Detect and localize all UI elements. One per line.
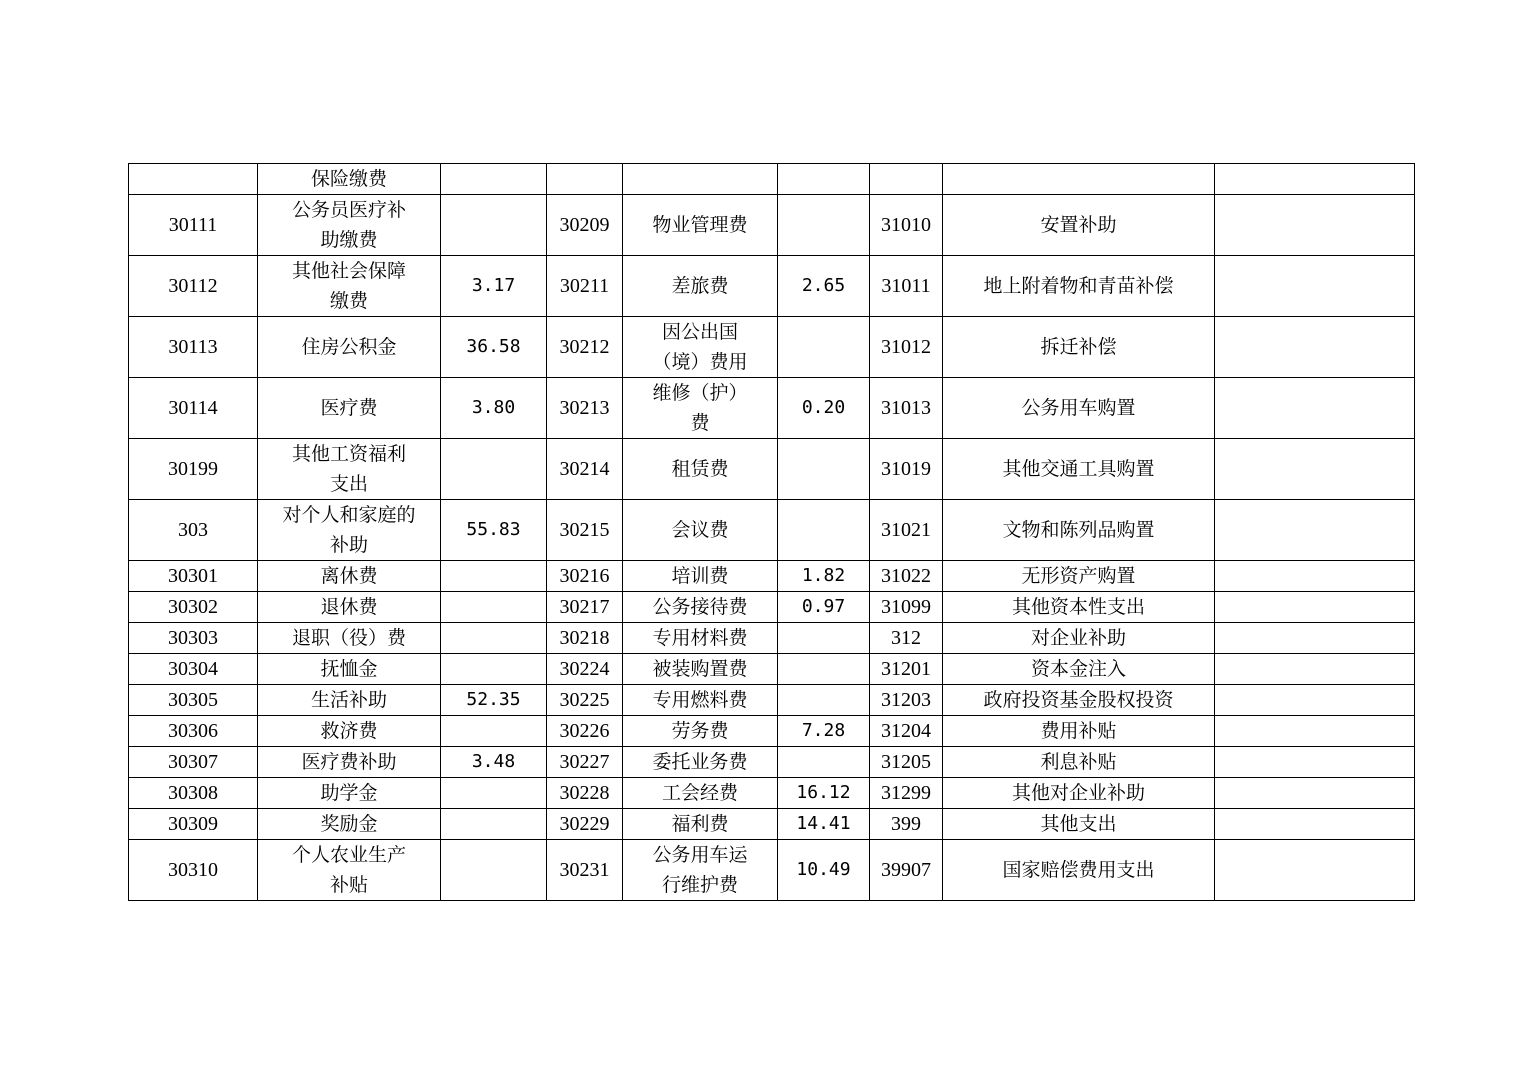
cell-amount-1 (441, 195, 547, 256)
cell-name-1: 保险缴费 (258, 164, 441, 195)
cell-amount-1: 36.58 (441, 317, 547, 378)
cell-amount-3 (1215, 256, 1415, 317)
cell-code-2: 30218 (547, 623, 623, 654)
cell-code-2: 30226 (547, 716, 623, 747)
cell-amount-1 (441, 592, 547, 623)
cell-name-2: 劳务费 (623, 716, 778, 747)
cell-amount-1 (441, 654, 547, 685)
table-row (129, 747, 1415, 778)
cell-code-3: 31022 (870, 561, 943, 592)
cell-code-1: 30199 (129, 439, 258, 500)
cell-amount-2: 10.49 (778, 840, 870, 901)
cell-amount-1: 52.35 (441, 685, 547, 716)
cell-code-2: 30213 (547, 378, 623, 439)
cell-code-3: 31099 (870, 592, 943, 623)
cell-amount-3 (1215, 561, 1415, 592)
cell-code-2: 30212 (547, 317, 623, 378)
cell-name-2: 公务用车运 行维护费 (623, 840, 778, 901)
cell-amount-3 (1215, 195, 1415, 256)
cell-code-3: 312 (870, 623, 943, 654)
cell-name-1: 医疗费 (258, 378, 441, 439)
cell-amount-3 (1215, 654, 1415, 685)
cell-code-2: 30227 (547, 747, 623, 778)
cell-name-3: 拆迁补偿 (943, 317, 1215, 378)
cell-amount-2 (778, 654, 870, 685)
table-row (129, 809, 1415, 840)
cell-name-1: 抚恤金 (258, 654, 441, 685)
cell-name-2: 培训费 (623, 561, 778, 592)
table-row (129, 592, 1415, 623)
cell-name-2: 公务接待费 (623, 592, 778, 623)
cell-name-3: 公务用车购置 (943, 378, 1215, 439)
cell-amount-1 (441, 840, 547, 901)
cell-amount-2 (778, 195, 870, 256)
cell-amount-3 (1215, 317, 1415, 378)
cell-amount-2 (778, 500, 870, 561)
cell-amount-2: 16.12 (778, 778, 870, 809)
cell-code-3: 31299 (870, 778, 943, 809)
cell-amount-3 (1215, 778, 1415, 809)
cell-name-3: 安置补助 (943, 195, 1215, 256)
cell-name-2: 租赁费 (623, 439, 778, 500)
cell-name-2 (623, 164, 778, 195)
cell-name-3: 对企业补助 (943, 623, 1215, 654)
cell-amount-2: 2.65 (778, 256, 870, 317)
cell-code-2: 30228 (547, 778, 623, 809)
cell-name-1: 医疗费补助 (258, 747, 441, 778)
cell-code-1: 30112 (129, 256, 258, 317)
table-row (129, 500, 1415, 561)
cell-code-3: 31019 (870, 439, 943, 500)
table-row (129, 716, 1415, 747)
cell-name-3: 资本金注入 (943, 654, 1215, 685)
cell-code-3: 399 (870, 809, 943, 840)
cell-name-2: 福利费 (623, 809, 778, 840)
cell-name-3: 无形资产购置 (943, 561, 1215, 592)
table-row (129, 623, 1415, 654)
cell-code-3: 31204 (870, 716, 943, 747)
cell-amount-1 (441, 716, 547, 747)
table-row (129, 195, 1415, 256)
cell-code-1: 30304 (129, 654, 258, 685)
cell-name-3: 利息补贴 (943, 747, 1215, 778)
cell-amount-3 (1215, 747, 1415, 778)
cell-name-2: 维修（护） 费 (623, 378, 778, 439)
cell-amount-2: 14.41 (778, 809, 870, 840)
cell-amount-3 (1215, 809, 1415, 840)
cell-amount-1 (441, 809, 547, 840)
cell-code-3: 31205 (870, 747, 943, 778)
table-row (129, 840, 1415, 901)
cell-name-1: 退休费 (258, 592, 441, 623)
cell-code-3: 31012 (870, 317, 943, 378)
cell-code-1: 30306 (129, 716, 258, 747)
cell-name-1: 对个人和家庭的 补助 (258, 500, 441, 561)
cell-code-3: 39907 (870, 840, 943, 901)
cell-name-3: 费用补贴 (943, 716, 1215, 747)
table-row (129, 256, 1415, 317)
table-row (129, 778, 1415, 809)
cell-code-2: 30209 (547, 195, 623, 256)
cell-code-2: 30217 (547, 592, 623, 623)
cell-name-1: 个人农业生产 补贴 (258, 840, 441, 901)
cell-amount-3 (1215, 716, 1415, 747)
cell-amount-2: 1.82 (778, 561, 870, 592)
cell-code-1: 30301 (129, 561, 258, 592)
cell-code-1: 30302 (129, 592, 258, 623)
cell-code-3 (870, 164, 943, 195)
cell-code-3: 31011 (870, 256, 943, 317)
expenditure-table (128, 163, 1415, 901)
cell-name-1: 住房公积金 (258, 317, 441, 378)
cell-code-2: 30231 (547, 840, 623, 901)
cell-name-1: 生活补助 (258, 685, 441, 716)
cell-code-2: 30225 (547, 685, 623, 716)
cell-code-1: 30307 (129, 747, 258, 778)
cell-code-3: 31021 (870, 500, 943, 561)
cell-code-3: 31010 (870, 195, 943, 256)
cell-code-3: 31203 (870, 685, 943, 716)
cell-name-1: 奖励金 (258, 809, 441, 840)
table-row (129, 378, 1415, 439)
cell-code-2: 30229 (547, 809, 623, 840)
cell-code-2: 30214 (547, 439, 623, 500)
cell-code-1: 30310 (129, 840, 258, 901)
cell-amount-2 (778, 747, 870, 778)
cell-amount-2 (778, 623, 870, 654)
cell-name-1: 退职（役）费 (258, 623, 441, 654)
cell-name-3: 国家赔偿费用支出 (943, 840, 1215, 901)
cell-code-1 (129, 164, 258, 195)
cell-amount-3 (1215, 378, 1415, 439)
cell-code-2: 30224 (547, 654, 623, 685)
cell-amount-1 (441, 439, 547, 500)
cell-name-2: 会议费 (623, 500, 778, 561)
cell-code-2: 30211 (547, 256, 623, 317)
cell-amount-2: 0.20 (778, 378, 870, 439)
table-row (129, 439, 1415, 500)
cell-name-2: 被装购置费 (623, 654, 778, 685)
cell-amount-1: 3.48 (441, 747, 547, 778)
cell-amount-1 (441, 561, 547, 592)
cell-amount-1 (441, 778, 547, 809)
cell-amount-3 (1215, 685, 1415, 716)
cell-name-1: 救济费 (258, 716, 441, 747)
cell-code-1: 30308 (129, 778, 258, 809)
cell-amount-2: 7.28 (778, 716, 870, 747)
cell-amount-1: 55.83 (441, 500, 547, 561)
cell-amount-3 (1215, 592, 1415, 623)
cell-amount-1: 3.17 (441, 256, 547, 317)
cell-code-2: 30216 (547, 561, 623, 592)
table-body (129, 164, 1415, 901)
cell-name-3: 其他对企业补助 (943, 778, 1215, 809)
cell-name-3: 其他支出 (943, 809, 1215, 840)
cell-name-3 (943, 164, 1215, 195)
cell-amount-3 (1215, 500, 1415, 561)
cell-amount-2 (778, 164, 870, 195)
cell-amount-3 (1215, 840, 1415, 901)
cell-code-1: 30114 (129, 378, 258, 439)
cell-name-1: 其他社会保障 缴费 (258, 256, 441, 317)
cell-amount-1 (441, 164, 547, 195)
cell-amount-1 (441, 623, 547, 654)
cell-name-2: 工会经费 (623, 778, 778, 809)
cell-name-3: 其他资本性支出 (943, 592, 1215, 623)
cell-code-1: 30303 (129, 623, 258, 654)
cell-code-1: 30309 (129, 809, 258, 840)
table-row (129, 561, 1415, 592)
cell-code-1: 30305 (129, 685, 258, 716)
cell-code-1: 30113 (129, 317, 258, 378)
table-row (129, 654, 1415, 685)
cell-amount-2 (778, 685, 870, 716)
cell-amount-2 (778, 317, 870, 378)
cell-name-1: 其他工资福利 支出 (258, 439, 441, 500)
cell-amount-3 (1215, 164, 1415, 195)
cell-name-1: 助学金 (258, 778, 441, 809)
cell-code-3: 31201 (870, 654, 943, 685)
cell-amount-3 (1215, 439, 1415, 500)
cell-name-2: 专用材料费 (623, 623, 778, 654)
cell-name-2: 委托业务费 (623, 747, 778, 778)
cell-amount-2: 0.97 (778, 592, 870, 623)
cell-name-3: 地上附着物和青苗补偿 (943, 256, 1215, 317)
cell-name-2: 差旅费 (623, 256, 778, 317)
table-row (129, 164, 1415, 195)
cell-amount-1: 3.80 (441, 378, 547, 439)
table-row (129, 685, 1415, 716)
cell-name-2: 物业管理费 (623, 195, 778, 256)
cell-name-2: 专用燃料费 (623, 685, 778, 716)
cell-name-3: 文物和陈列品购置 (943, 500, 1215, 561)
cell-code-3: 31013 (870, 378, 943, 439)
cell-name-2: 因公出国 （境）费用 (623, 317, 778, 378)
cell-name-3: 其他交通工具购置 (943, 439, 1215, 500)
cell-amount-3 (1215, 623, 1415, 654)
cell-code-1: 30111 (129, 195, 258, 256)
cell-name-1: 公务员医疗补 助缴费 (258, 195, 441, 256)
cell-code-2: 30215 (547, 500, 623, 561)
cell-name-1: 离休费 (258, 561, 441, 592)
cell-code-2 (547, 164, 623, 195)
table-row (129, 317, 1415, 378)
cell-amount-2 (778, 439, 870, 500)
cell-code-1: 303 (129, 500, 258, 561)
cell-name-3: 政府投资基金股权投资 (943, 685, 1215, 716)
